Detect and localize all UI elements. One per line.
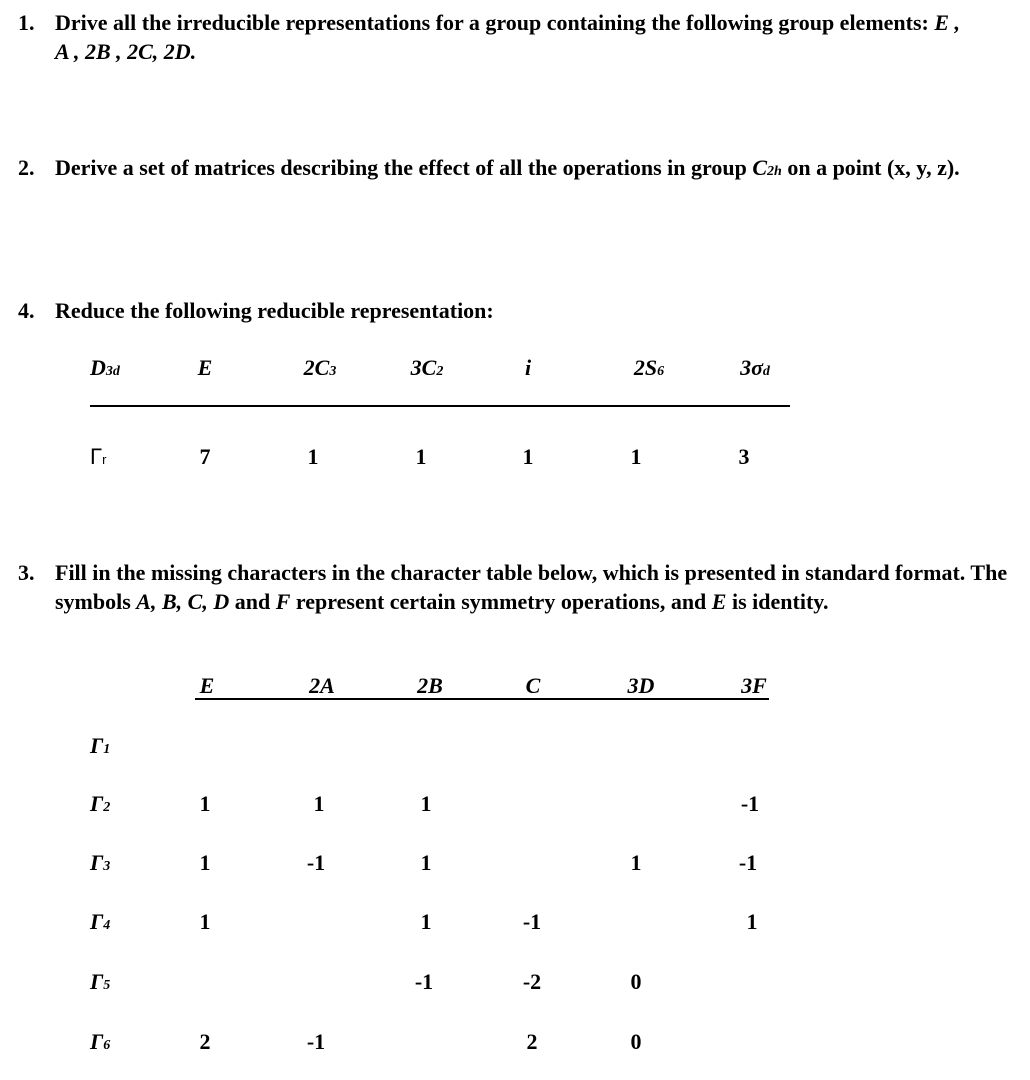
character-cell: 1 <box>420 850 432 875</box>
row-label <box>90 1029 110 1055</box>
character-cell: -1 <box>306 850 326 875</box>
row-label-sub: 6 <box>103 1038 111 1053</box>
value-cell: 1 <box>522 444 534 469</box>
question-3-text-c: represent certain symmetry operations, and <box>290 589 712 614</box>
header-sub: 6 <box>657 364 665 379</box>
row-label-main: Γ <box>90 444 103 469</box>
character-cell: 1 <box>746 909 758 934</box>
question-4 <box>18 296 978 325</box>
row-label-main: Γ <box>90 850 104 875</box>
header-cell <box>304 355 337 381</box>
header-cell <box>634 355 664 381</box>
header-cell: C <box>525 673 541 698</box>
header-cell <box>525 355 531 381</box>
header-cell <box>740 355 770 381</box>
question-text <box>55 153 1018 186</box>
question-1-text: Drive all the irreducible representations for a group containing the following group elements: <box>55 10 935 35</box>
header-underline <box>195 698 769 700</box>
header-cell: 2A <box>309 673 335 698</box>
question-2-text-b: on a point (x, y, z). <box>781 155 960 180</box>
header-sub: 3 <box>329 364 337 379</box>
header-cell: 3D <box>627 673 655 698</box>
row-label-sub: 5 <box>103 978 111 993</box>
group-label-main: D <box>90 355 106 380</box>
question-text: Reduce the following reducible representation: <box>55 298 494 323</box>
question-2-text-a: Derive a set of matrices describing the effect of all the operations in group <box>55 155 753 180</box>
header-sub: d <box>762 364 770 379</box>
row-label-main: Γ <box>90 1029 104 1054</box>
header-main: 2S <box>633 355 658 380</box>
character-cell: 1 <box>199 850 211 875</box>
value-cell: 1 <box>630 444 642 469</box>
character-cell: -1 <box>738 850 758 875</box>
row-label-main: Γ <box>90 791 104 816</box>
character-cell: 0 <box>630 1029 642 1054</box>
character-cell: -1 <box>306 1029 326 1054</box>
table-rule <box>90 405 790 407</box>
value-cell: 1 <box>415 444 427 469</box>
question-3 <box>18 558 1018 616</box>
value-cell: 1 <box>307 444 319 469</box>
character-cell: 1 <box>199 791 211 816</box>
row-label-sub: r <box>102 452 107 467</box>
group-symbol-main: C <box>752 155 768 180</box>
character-cell: -1 <box>414 969 434 994</box>
group-label <box>90 355 120 381</box>
question-2 <box>18 153 1018 186</box>
character-cell: -1 <box>740 791 760 816</box>
row-label <box>90 791 110 817</box>
character-cell: -2 <box>522 969 542 994</box>
header-main: 3σ <box>740 355 763 380</box>
header-main: 3C <box>410 355 437 380</box>
question-number: 3. <box>18 560 35 585</box>
question-number: 2. <box>18 155 35 180</box>
symbol-f: F <box>275 589 291 614</box>
header-sub: 2 <box>436 364 444 379</box>
question-number: 1. <box>18 10 35 35</box>
character-cell: 1 <box>420 909 432 934</box>
character-cell: 1 <box>199 909 211 934</box>
character-cell: 1 <box>420 791 432 816</box>
row-label-sub: 2 <box>103 800 111 815</box>
character-cell: 2 <box>526 1029 538 1054</box>
row-label-sub: 4 <box>103 918 111 933</box>
question-text <box>55 558 1018 616</box>
header-main: i <box>524 355 532 380</box>
row-label-sub: 1 <box>103 742 111 757</box>
value-cell: 7 <box>199 444 211 469</box>
character-cell: 1 <box>313 791 325 816</box>
header-cell: 2B <box>417 673 443 698</box>
operation-symbols: A, B, C, D <box>136 589 230 614</box>
row-label <box>90 733 110 759</box>
character-cell: 2 <box>199 1029 211 1054</box>
question-3-text-a: Fill in the missing characters in the character table below, which is presented in standard format. The symbols <box>55 560 1008 614</box>
header-main: 2C <box>303 355 330 380</box>
row-label-main: Γ <box>90 909 104 934</box>
character-cell: 1 <box>630 850 642 875</box>
row-label-sub: 3 <box>103 859 111 874</box>
header-cell <box>198 355 213 381</box>
question-1 <box>18 8 978 66</box>
question-3-text-d: is identity. <box>726 589 829 614</box>
header-main: E <box>197 355 213 380</box>
row-label <box>90 909 110 935</box>
group-symbol-sub: 2h <box>767 164 782 179</box>
question-text <box>55 8 978 66</box>
row-label <box>90 969 110 995</box>
value-cell: 3 <box>738 444 750 469</box>
row-label <box>90 444 106 470</box>
row-label <box>90 850 110 876</box>
character-cell: -1 <box>522 909 542 934</box>
question-3-text-b: and <box>229 589 276 614</box>
row-label-main: Γ <box>90 733 104 758</box>
symbol-e: E <box>711 589 727 614</box>
header-cell: 3F <box>741 673 767 698</box>
group-symbol <box>752 155 781 180</box>
group-label-sub: 3d <box>105 364 120 379</box>
header-cell <box>411 355 444 381</box>
group-elements: E , A , 2B , 2C, 2D. <box>55 10 961 64</box>
row-label-main: Γ <box>90 969 104 994</box>
character-cell: 0 <box>630 969 642 994</box>
question-number: 4. <box>18 298 35 323</box>
header-cell: E <box>199 673 215 698</box>
